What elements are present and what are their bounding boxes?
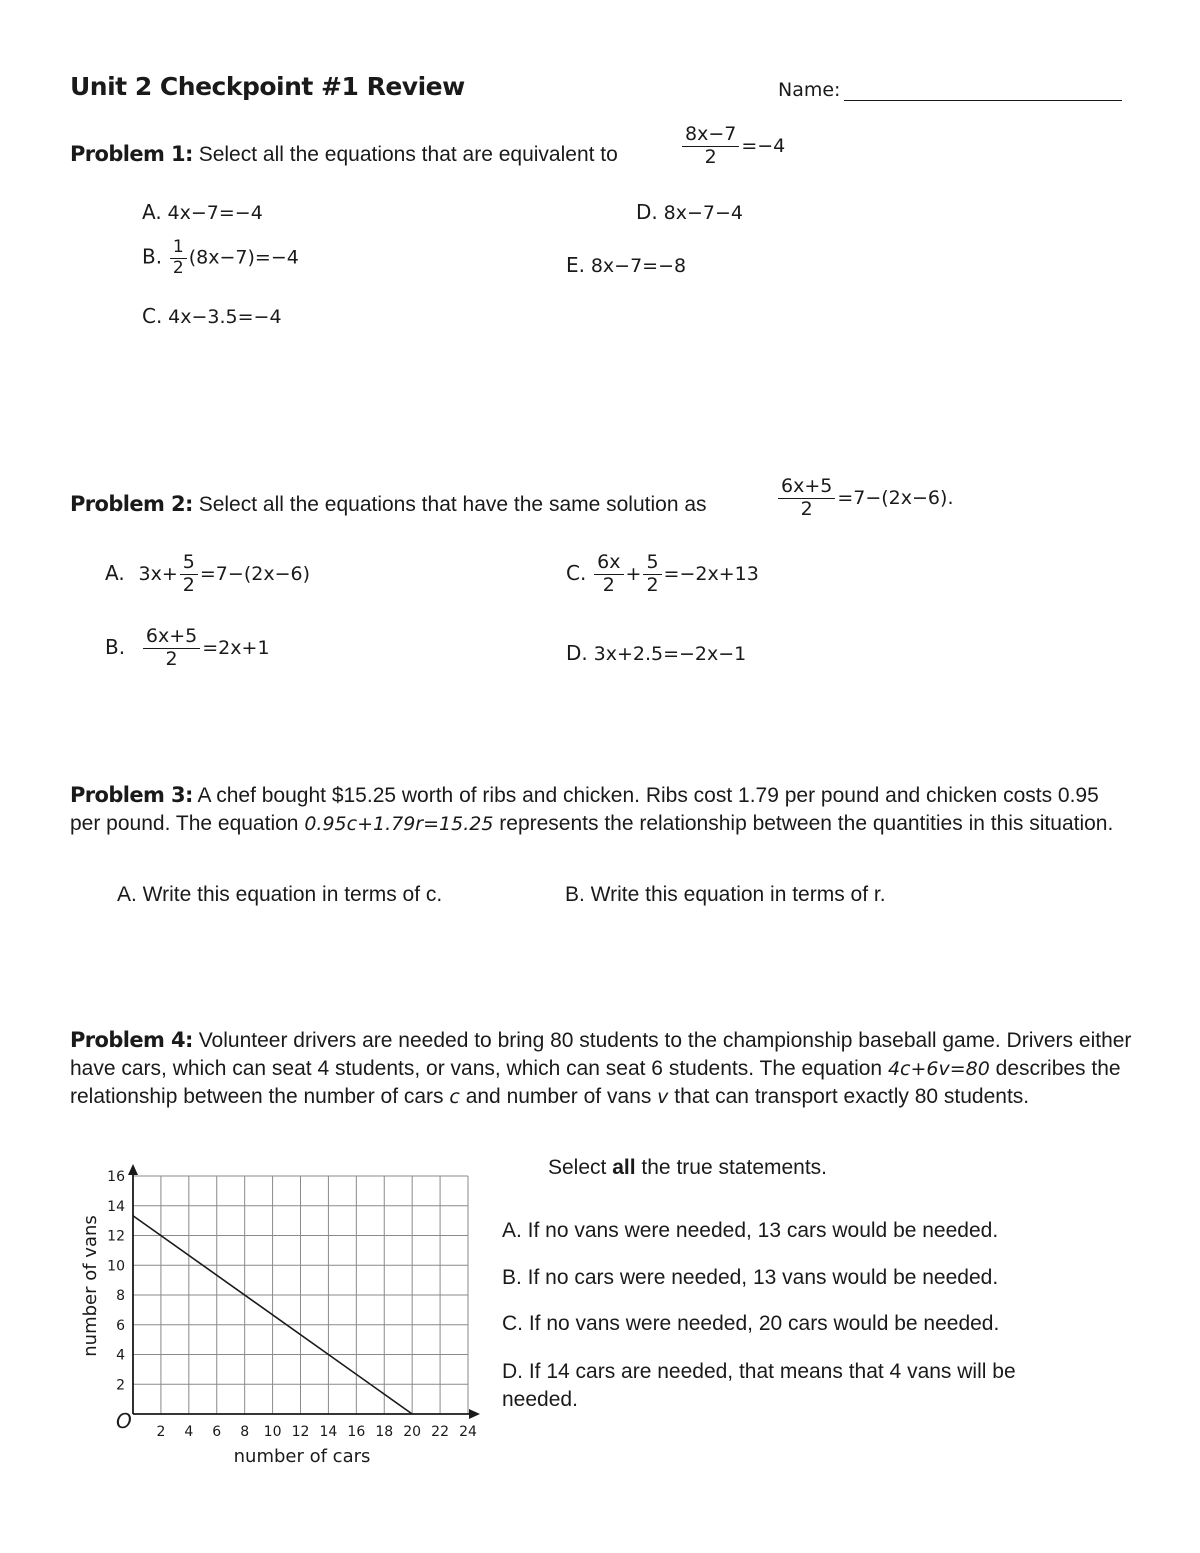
- name-field[interactable]: [778, 79, 1122, 101]
- statement-d[interactable]: D. If 14 cars are needed, that means that 4 vans will be needed.: [502, 1360, 1016, 1411]
- problem4-label: Problem 4:: [70, 1028, 193, 1052]
- option-letter: D.: [636, 200, 658, 224]
- y-tick-label: 10: [107, 1258, 125, 1275]
- y-tick-label: 4: [116, 1347, 125, 1364]
- problem2-option-d[interactable]: [566, 641, 746, 666]
- fraction-numerator: 6x+5: [143, 626, 200, 649]
- option-rhs: =7−(2x−6): [199, 562, 310, 585]
- problem4-var-c: c: [449, 1086, 460, 1108]
- x-axis-arrow: [469, 1409, 480, 1419]
- cars-vans-graph: [70, 1158, 490, 1476]
- option-expression: 4x−7=−4: [167, 202, 263, 224]
- option-fraction: [170, 238, 187, 278]
- select-bold: all: [612, 1156, 636, 1179]
- problem1-target-equation: [680, 124, 785, 169]
- option-rhs: =2x+1: [202, 636, 270, 659]
- x-tick-label: 24: [459, 1424, 477, 1440]
- page-title: Unit 2 Checkpoint #1 Review: [70, 72, 465, 101]
- y-tick-label: 16: [107, 1169, 125, 1185]
- x-tick-label: 14: [319, 1424, 338, 1440]
- option-prefix: 3x+: [138, 562, 178, 585]
- y-tick-label: 6: [116, 1317, 125, 1334]
- problem4-text-1: Volunteer drivers are needed to bring 80 students to the championship baseball game. Drivers either have cars, which can seat 4 students, or vans, which can seat 6 students. The equation: [70, 1029, 1132, 1080]
- problem2-target-equation: [776, 476, 953, 521]
- fraction-numerator: 6x+5: [778, 476, 835, 499]
- problem2-option-c[interactable]: [566, 552, 759, 597]
- x-tick-label: 10: [263, 1424, 282, 1440]
- fraction-numerator: 6x: [594, 552, 623, 575]
- problem2-prompt: [70, 490, 707, 519]
- option-expression: (8x−7)=−4: [188, 246, 299, 269]
- statement-c[interactable]: C. If no vans were needed, 20 cars would be needed.: [502, 1312, 1000, 1335]
- x-tick-label: 4: [184, 1424, 194, 1440]
- x-tick-label: 18: [375, 1424, 394, 1440]
- option-letter: C.: [142, 304, 163, 328]
- fraction-denominator: 2: [800, 497, 813, 520]
- option-plus: +: [625, 562, 642, 585]
- option-letter: C.: [566, 560, 587, 585]
- statement-a[interactable]: A. If no vans were needed, 13 cars would be needed.: [502, 1219, 999, 1242]
- problem4-equation: 4c+6v=80: [887, 1058, 990, 1080]
- problem1-prompt: [70, 140, 618, 169]
- problem2-option-a[interactable]: [105, 552, 310, 597]
- y-tick-label: 12: [107, 1228, 125, 1245]
- name-label: Name:: [778, 79, 841, 101]
- option-expression: 8x−7=−8: [590, 255, 687, 277]
- x-tick-label: 20: [403, 1424, 422, 1440]
- problem2-option-b[interactable]: [105, 626, 270, 671]
- option-expression: 8x−7−4: [663, 202, 743, 224]
- problem4-text-3: and number of vans: [465, 1085, 652, 1108]
- option-rhs: =−2x+13: [663, 562, 759, 585]
- problem3-part-b: B. Write this equation in terms of r.: [565, 883, 886, 906]
- fraction-denominator: 2: [165, 647, 178, 670]
- option-letter: A.: [105, 560, 125, 585]
- select-prefix: Select: [548, 1156, 607, 1179]
- problem1-target-rhs: =−4: [741, 134, 786, 157]
- fraction-denominator: 2: [704, 145, 717, 168]
- x-tick-label: 22: [431, 1424, 449, 1440]
- problem2-text: Select all the equations that have the same solution as: [198, 493, 707, 516]
- x-tick-label: 8: [240, 1424, 250, 1440]
- y-tick-label: 14: [107, 1198, 125, 1215]
- problem1-option-d[interactable]: [636, 200, 743, 225]
- problem2-target-rhs: =7−(2x−6).: [837, 486, 954, 509]
- problem1-text: Select all the equations that are equivalent to: [198, 143, 618, 166]
- x-tick-label: 16: [347, 1424, 366, 1440]
- problem2-label: Problem 2:: [70, 492, 193, 516]
- option-expression: 3x+2.5=−2x−1: [593, 643, 747, 665]
- option-letter: B.: [142, 244, 163, 269]
- option-letter: A.: [142, 200, 162, 224]
- origin-label: O: [116, 1409, 132, 1433]
- problem1-option-a[interactable]: [142, 200, 263, 225]
- problem1-option-e[interactable]: [566, 253, 686, 278]
- select-suffix: the true statements.: [641, 1156, 828, 1179]
- option-fraction: [143, 626, 200, 671]
- fraction-denominator: 2: [646, 573, 659, 596]
- y-tick-label: 8: [116, 1288, 125, 1304]
- option-fraction-2: [643, 552, 661, 597]
- fraction-denominator: 2: [182, 573, 195, 596]
- y-tick-label: 2: [116, 1377, 125, 1394]
- option-letter: B.: [105, 634, 126, 659]
- y-axis-title: number of vans: [80, 1215, 101, 1357]
- fraction-denominator: 2: [602, 573, 615, 596]
- option-expression: 4x−3.5=−4: [168, 306, 282, 328]
- problem3-text: [70, 781, 1132, 838]
- problem4-var-v: v: [657, 1086, 669, 1108]
- problem1-label: Problem 1:: [70, 142, 193, 166]
- option-letter: D.: [566, 641, 588, 665]
- statement-b[interactable]: B. If no cars were needed, 13 vans would be needed.: [502, 1266, 999, 1289]
- problem3-text-1: A chef bought $15.25 worth of ribs and chicken. Ribs cost 1.79 per pound and chicken costs 0.95 per pound. The equation: [70, 784, 1099, 835]
- problem3-part-a: A. Write this equation in terms of c.: [117, 883, 443, 906]
- fraction-denominator: 2: [172, 257, 184, 278]
- problem1-option-c[interactable]: [142, 304, 282, 329]
- problem3-equation: 0.95c+1.79r=15.25: [304, 813, 494, 835]
- problem4-text-4: that can transport exactly 80 students.: [674, 1085, 1030, 1108]
- option-fraction: [180, 552, 198, 597]
- x-tick-label: 12: [291, 1424, 310, 1440]
- option-fraction-1: [594, 552, 623, 597]
- problem3-text-2: represents the relationship between the quantities in this situation.: [499, 812, 1114, 835]
- problem1-target-fraction: [682, 124, 739, 169]
- fraction-numerator: 1: [170, 238, 187, 259]
- problem4-text: [70, 1026, 1132, 1111]
- name-line: [844, 82, 1122, 101]
- option-letter: E.: [566, 253, 585, 277]
- fraction-numerator: 5: [643, 552, 661, 575]
- y-axis-arrow: [128, 1164, 138, 1175]
- problem4-text-2: describes the relationship between the number of cars: [70, 1057, 1121, 1108]
- problem3-label: Problem 3:: [70, 783, 193, 807]
- fraction-numerator: 8x−7: [682, 124, 739, 147]
- select-all-instruction: [548, 1156, 827, 1180]
- problem1-option-b[interactable]: [142, 238, 299, 278]
- fraction-numerator: 5: [180, 552, 198, 575]
- x-tick-label: 6: [212, 1424, 222, 1440]
- x-axis-title: number of cars: [233, 1446, 371, 1467]
- x-tick-label: 2: [156, 1424, 166, 1440]
- problem2-target-fraction: [778, 476, 835, 521]
